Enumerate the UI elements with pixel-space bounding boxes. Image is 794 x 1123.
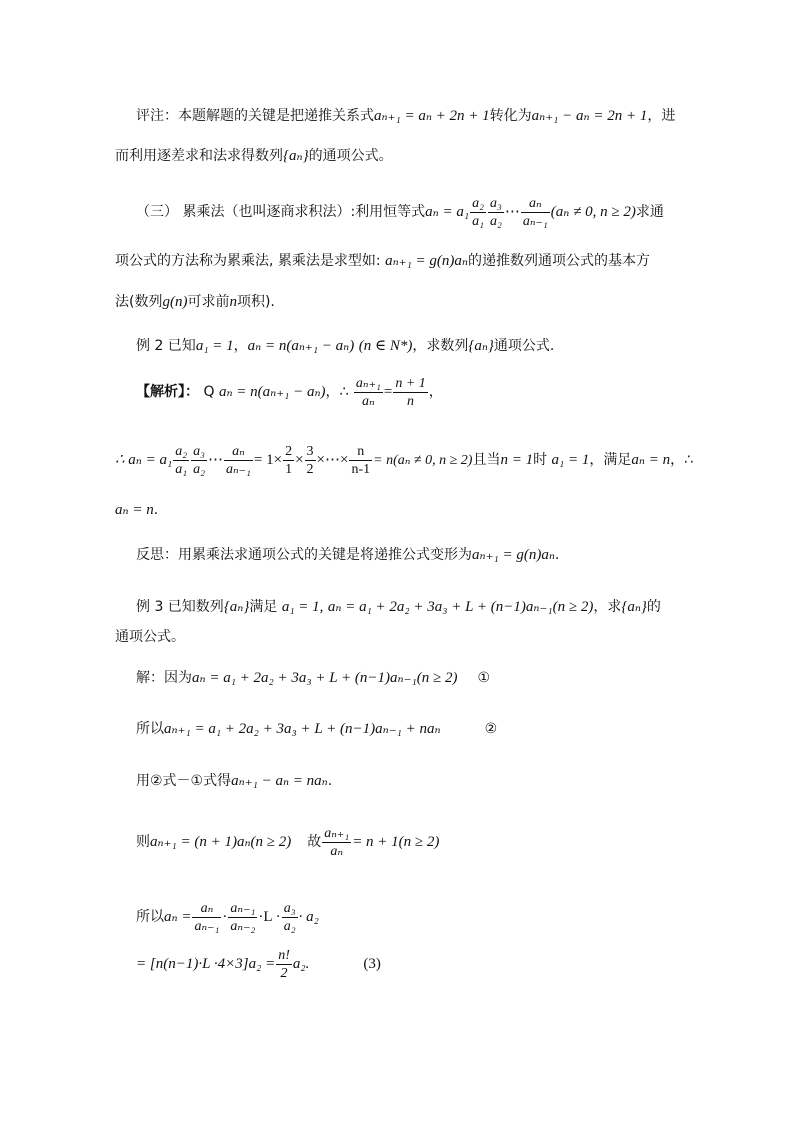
fraction (224, 443, 253, 478)
fraction (228, 900, 257, 935)
formula: = 1× (253, 452, 283, 468)
denominator: a₁ (175, 461, 188, 477)
times-dots: ×⋯× (316, 452, 349, 468)
formula: aₙ = n (631, 452, 671, 468)
formula: {aₙ} (621, 599, 647, 615)
text: 时 (533, 452, 548, 468)
formula: aₙ = n(aₙ₊₁ − aₙ) (218, 384, 326, 400)
solution-3-step-5 (136, 897, 319, 937)
denominator: aₙ (330, 843, 344, 859)
text: ，求 (593, 599, 622, 615)
formula: aₙ = (164, 909, 192, 925)
denominator: 1 (285, 461, 293, 477)
text: 例 3 已知数列 (136, 599, 224, 615)
solution-3-step-6 (136, 944, 381, 984)
formula: = [n(n−1)·L ·4×3]a₂ = (136, 956, 276, 972)
text: 所以 (136, 721, 164, 737)
text: 则 (136, 834, 150, 850)
formula: g(n) (162, 294, 188, 310)
fraction (283, 443, 294, 478)
dots: ·L · (258, 909, 281, 925)
text: 项积). (236, 294, 275, 310)
fraction (393, 375, 427, 410)
formula: aₙ₊₁ − aₙ = naₙ (231, 773, 328, 789)
example-3-line-2 (115, 627, 185, 647)
numerator: a₃ (193, 443, 205, 459)
text: 通项公式。 (115, 629, 185, 645)
numerator: n (349, 443, 372, 461)
numerator: a₂ (175, 443, 188, 459)
text: 的递推数列通项公式的基本方 (467, 253, 650, 269)
formula: a₁ = 1 (551, 452, 590, 468)
formula: {aₙ} (468, 338, 494, 354)
denominator: 2 (280, 965, 288, 981)
text: 转化为 (489, 108, 532, 124)
formula: = n + 1(n ≥ 2) (352, 834, 440, 850)
formula: aₙ₊₁ = g(n)aₙ (472, 547, 555, 563)
fraction (305, 443, 316, 478)
denominator: aₙ₋₂ (230, 918, 256, 934)
numerator: a₃ (283, 900, 296, 916)
numerator: 3 (306, 443, 314, 459)
text: 所以 (136, 909, 164, 925)
solution-3-step-4 (136, 822, 439, 862)
analysis-label: 【解析】： (136, 384, 199, 400)
formula: {aₙ} (223, 599, 250, 615)
fraction (470, 195, 486, 230)
denominator: 2 (306, 461, 314, 477)
numerator: n! (278, 947, 290, 963)
text: 评注：本题解题的关键是把递推关系式 (136, 108, 374, 124)
text: ，满足 (589, 452, 632, 468)
remark-line-1 (136, 106, 675, 126)
formula: aₙ = n(aₙ₊₁ − aₙ) (247, 338, 355, 354)
fraction (192, 900, 221, 935)
remark-line-2 (115, 146, 393, 166)
text: 用②式－①式得 (136, 773, 232, 789)
text: 的通项公式。 (308, 148, 393, 164)
solution-2-line-1 (136, 374, 443, 410)
denominator: a₂ (283, 918, 296, 934)
formula: = n(aₙ ≠ 0, n ≥ 2) (373, 453, 473, 468)
condition: (aₙ ≠ 0, n ≥ 2) (550, 204, 636, 220)
text: 例 2 已知 (136, 338, 196, 354)
text: . (153, 502, 159, 518)
method-line-2 (115, 251, 650, 271)
fraction (322, 825, 351, 860)
formula: a₂. (292, 956, 310, 972)
formula: aₙ = n (115, 502, 154, 518)
example-2 (136, 336, 554, 356)
text: . (327, 773, 333, 789)
denominator: aₙ₋₁ (522, 213, 548, 229)
formula: aₙ₊₁ = (n + 1)aₙ(n ≥ 2) (150, 834, 292, 850)
solution-2-line-2 (115, 442, 693, 479)
denominator: a₂ (489, 213, 502, 229)
solution-3-step-1 (136, 668, 490, 688)
text: 项公式的方法称为累乘法, 累乘法是求型如: (115, 253, 381, 269)
numerator: aₙ (224, 443, 253, 461)
denominator: aₙ₋₁ (225, 461, 251, 477)
text: ， (233, 338, 248, 354)
text: 求通 (635, 204, 664, 220)
formula: {aₙ} (283, 148, 309, 164)
text: ，∴ (325, 384, 349, 400)
formula: aₙ₊₁ = aₙ + 2n + 1 (374, 108, 490, 124)
formula: aₙ = a₁ (425, 204, 470, 220)
formula: aₙ = a₁ + 2a₂ + 3a₃ + L + (n−1)aₙ₋₁(n ≥ 2) (327, 599, 594, 615)
denominator: n (407, 393, 415, 409)
denominator: a₂ (193, 461, 205, 477)
fraction (191, 443, 207, 478)
text: ，进 (647, 108, 676, 124)
text: 法(数列 (115, 294, 163, 310)
formula: aₙ₊₁ = g(n)aₙ (385, 253, 468, 269)
denominator: aₙ (362, 393, 375, 409)
numerator: aₙ₋₁ (230, 900, 256, 916)
equation-mark: (3) (363, 956, 381, 972)
text: 通项公式. (493, 338, 555, 354)
fraction (276, 947, 292, 982)
text: ， (428, 384, 443, 400)
text: 满足 (249, 599, 278, 615)
numerator: aₙ₊₁ (324, 825, 350, 841)
denominator: a₁ (472, 213, 484, 229)
text: ，求数列 (412, 338, 469, 354)
formula: ∴ aₙ = a₁ (115, 452, 173, 468)
numerator: a₃ (489, 195, 502, 211)
numerator: aₙ (192, 900, 221, 918)
times: × (295, 452, 304, 468)
fraction (354, 375, 383, 410)
method-line-1 (136, 194, 664, 230)
solution-3-step-3 (136, 771, 332, 791)
numerator: 2 (285, 443, 293, 459)
numerator: n + 1 (395, 375, 426, 391)
ellipsis: ⋯ (207, 452, 223, 468)
fraction (349, 443, 372, 478)
example-3-line-1 (136, 597, 661, 617)
formula: a₁ = 1, (281, 599, 324, 615)
formula: n (229, 294, 237, 310)
text: . (554, 547, 560, 563)
formula: · a₂ (298, 909, 319, 925)
numerator: aₙ (521, 195, 550, 213)
text: 而利用逐差求和法求得数列 (115, 148, 283, 164)
text: 故 (307, 834, 322, 850)
denominator: n-1 (351, 461, 371, 477)
formula: n = 1 (500, 452, 534, 468)
condition: (n ∈ N*) (358, 338, 413, 354)
ellipsis: ⋯ (504, 204, 520, 220)
solution-2-line-3 (115, 500, 158, 520)
text: 的 (646, 599, 661, 615)
text: Q (203, 384, 215, 400)
numerator: aₙ₊₁ (355, 375, 381, 391)
text: 可求前 (187, 294, 230, 310)
fraction (488, 195, 504, 230)
solution-3-step-2 (136, 719, 497, 739)
formula: a₁ = 1 (195, 338, 234, 354)
equation-mark: ① (477, 670, 491, 686)
equals: = (383, 384, 393, 400)
dot: · (222, 909, 228, 925)
denominator: aₙ₋₁ (194, 918, 220, 934)
text: 解：因为 (136, 670, 192, 686)
equation-mark: ② (484, 721, 498, 737)
fraction (282, 900, 298, 935)
reflection (136, 545, 559, 565)
text: ，∴ (670, 452, 693, 468)
fraction (173, 443, 189, 478)
formula: aₙ₊₁ − aₙ = 2n + 1 (531, 108, 648, 124)
text: （三） 累乘法（也叫逐商求积法）:利用恒等式 (136, 204, 426, 220)
method-line-3 (115, 292, 275, 312)
fraction (521, 195, 550, 230)
formula: aₙ₊₁ = a₁ + 2a₂ + 3a₃ + L + (n−1)aₙ₋₁ + naₙ (164, 721, 441, 737)
text: 且当 (472, 452, 501, 468)
text: 反思：用累乘法求通项公式的关键是将递推公式变形为 (136, 547, 472, 563)
formula: aₙ = a₁ + 2a₂ + 3a₃ + L + (n−1)aₙ₋₁(n ≥ 2) (192, 670, 458, 686)
numerator: a₂ (472, 195, 484, 211)
